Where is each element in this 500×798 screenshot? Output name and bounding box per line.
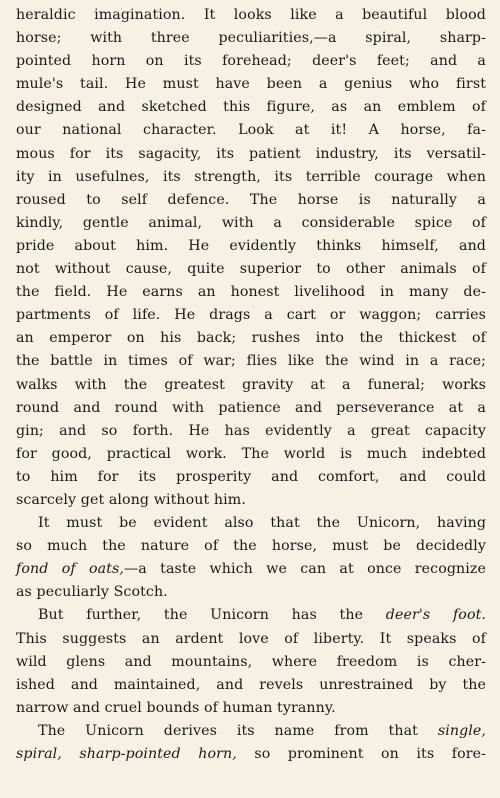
text-line: so much the nature of the horse, must be decidedly — [16, 538, 486, 555]
paragraph-1 — [16, 4, 486, 512]
text-line: gin; and so forth. He has evidently a great capacity — [16, 422, 486, 439]
paragraph-4 — [16, 720, 486, 766]
text-line: an emperor on his back; rushes into the thickest of — [16, 330, 486, 347]
text-line: pride about him. He evidently thinks himself, and — [16, 237, 486, 254]
text-line: But further, the Unicorn has the deer's foot. — [38, 607, 486, 624]
text-line: walks with the greatest gravity at a funeral; works — [16, 376, 486, 393]
text-line: for good, practical work. The world is much indebted — [16, 445, 486, 462]
text-line: the field. He earns an honest livelihood in many de- — [16, 284, 486, 301]
text-line: The Unicorn derives its name from that single, — [38, 722, 486, 739]
text-line: the battle in times of war; flies like the wind in a race; — [16, 353, 486, 370]
italic-phrase: fond of oats, — [16, 561, 125, 578]
text-line: It must be evident also that the Unicorn, having — [38, 515, 486, 532]
italic-phrase: spiral, sharp-pointed horn, — [16, 746, 237, 762]
text-line: as peculiarly Scotch. — [16, 584, 168, 601]
text-line: roused to self defence. The horse is naturally a — [16, 191, 486, 208]
text-line: heraldic imagination. It looks like a beautiful blood — [16, 7, 486, 23]
text-line: fond of oats,—a taste which we can at once recognize — [16, 561, 486, 578]
text-line: pointed horn on its forehead; deer's feet; and a — [16, 53, 486, 70]
page-text-body — [16, 4, 486, 766]
text-line: to him for its prosperity and comfort, and could — [16, 468, 486, 485]
text-line: narrow and cruel bounds of human tyranny. — [16, 699, 336, 716]
text-line: kindly, gentle animal, with a considerable spice of — [16, 214, 486, 231]
italic-phrase: deer's foot. — [385, 607, 486, 624]
text-line: our national character. Look at it! A horse, fa- — [16, 122, 486, 139]
italic-phrase: single, — [437, 722, 486, 739]
text-line: ity in usefulnes, its strength, its terrible courage when — [16, 168, 486, 185]
text-line: designed and sketched this figure, as an emblem of — [16, 99, 486, 116]
text-line: spiral, sharp-pointed horn, so prominent on its fore- — [16, 746, 487, 762]
text-line: partments of life. He drags a cart or waggon; carries — [16, 307, 486, 324]
text-line: This suggests an ardent love of liberty. It speaks of — [16, 630, 486, 647]
text-line: horse; with three peculiarities,—a spiral, sharp- — [16, 30, 486, 47]
text-line: round and round with patience and perseverance at a — [16, 399, 486, 416]
paragraph-3 — [16, 604, 486, 719]
text-line: scarcely get along without him. — [16, 491, 246, 508]
text-line: wild glens and mountains, where freedom is cher- — [16, 653, 486, 670]
text-line: not without cause, quite superior to other animals of — [16, 261, 486, 278]
text-line: ished and maintained, and revels unrestrained by the — [16, 676, 486, 693]
text-line: mule's tail. He must have been a genius who first — [16, 76, 486, 93]
paragraph-2 — [16, 512, 486, 604]
text-line: mous for its sagacity, its patient industry, its versatil- — [16, 145, 486, 162]
